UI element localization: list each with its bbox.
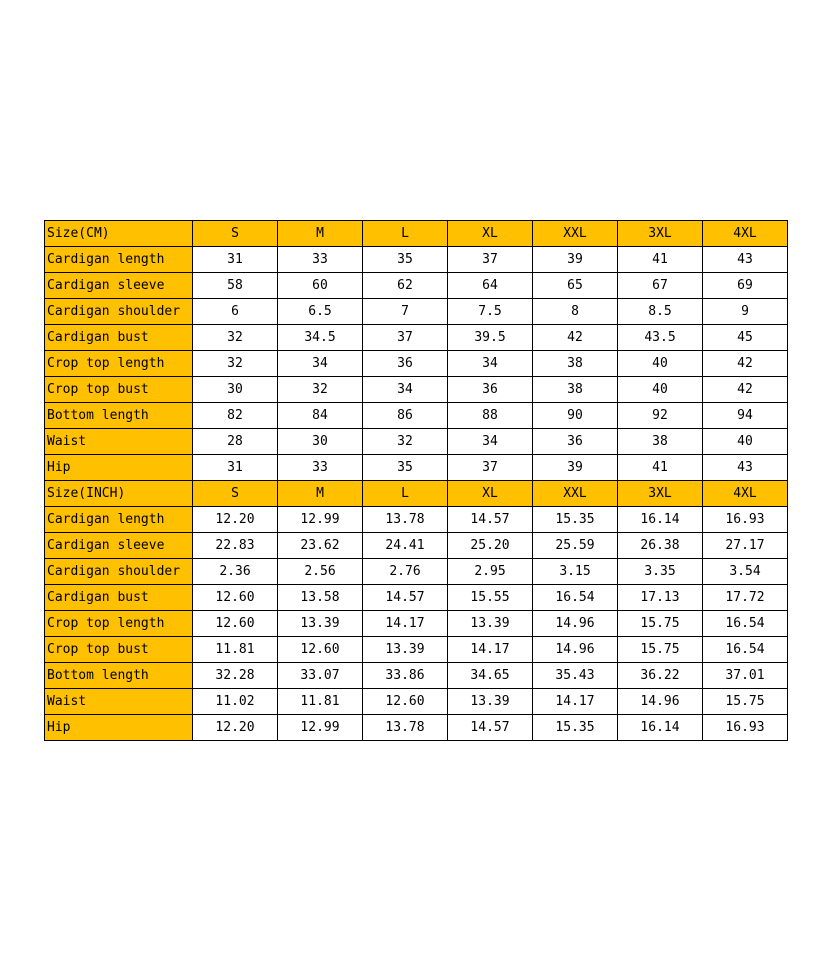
measurement-value-cell: 65 — [533, 273, 618, 299]
size-header-cell: XXL — [533, 481, 618, 507]
table-row — [45, 273, 788, 299]
measurement-label-cell: Crop top bust — [45, 637, 193, 663]
table-row — [45, 611, 788, 637]
measurement-value-cell: 34 — [448, 429, 533, 455]
table-row — [45, 377, 788, 403]
measurement-value-cell: 34 — [448, 351, 533, 377]
measurement-value-cell: 6.5 — [278, 299, 363, 325]
measurement-value-cell: 36 — [363, 351, 448, 377]
measurement-value-cell: 30 — [278, 429, 363, 455]
size-header-cell: 4XL — [703, 481, 788, 507]
header-row-inch — [45, 481, 788, 507]
measurement-label-cell: Hip — [45, 715, 193, 741]
measurement-value-cell: 39.5 — [448, 325, 533, 351]
measurement-value-cell: 33.86 — [363, 663, 448, 689]
measurement-value-cell: 13.58 — [278, 585, 363, 611]
measurement-value-cell: 37 — [448, 247, 533, 273]
measurement-value-cell: 16.54 — [703, 637, 788, 663]
table-row — [45, 247, 788, 273]
measurement-label-cell: Bottom length — [45, 663, 193, 689]
measurement-value-cell: 12.60 — [278, 637, 363, 663]
measurement-value-cell: 31 — [193, 455, 278, 481]
measurement-value-cell: 38 — [533, 351, 618, 377]
measurement-value-cell: 35 — [363, 247, 448, 273]
measurement-value-cell: 15.55 — [448, 585, 533, 611]
measurement-value-cell: 14.17 — [448, 637, 533, 663]
measurement-value-cell: 15.75 — [703, 689, 788, 715]
measurement-value-cell: 40 — [703, 429, 788, 455]
measurement-value-cell: 31 — [193, 247, 278, 273]
size-header-cell: XL — [448, 481, 533, 507]
measurement-value-cell: 25.59 — [533, 533, 618, 559]
measurement-value-cell: 33.07 — [278, 663, 363, 689]
measurement-value-cell: 41 — [618, 247, 703, 273]
measurement-label-cell: Cardigan sleeve — [45, 533, 193, 559]
measurement-value-cell: 45 — [703, 325, 788, 351]
measurement-value-cell: 94 — [703, 403, 788, 429]
measurement-value-cell: 37 — [363, 325, 448, 351]
measurement-value-cell: 84 — [278, 403, 363, 429]
measurement-value-cell: 62 — [363, 273, 448, 299]
measurement-value-cell: 12.60 — [363, 689, 448, 715]
measurement-label-cell: Cardigan shoulder — [45, 559, 193, 585]
measurement-value-cell: 34 — [363, 377, 448, 403]
measurement-value-cell: 14.96 — [533, 611, 618, 637]
measurement-value-cell: 37.01 — [703, 663, 788, 689]
measurement-value-cell: 36.22 — [618, 663, 703, 689]
size-header-cell: S — [193, 481, 278, 507]
measurement-value-cell: 92 — [618, 403, 703, 429]
table-row — [45, 637, 788, 663]
measurement-value-cell: 9 — [703, 299, 788, 325]
measurement-value-cell: 27.17 — [703, 533, 788, 559]
measurement-value-cell: 32 — [363, 429, 448, 455]
measurement-value-cell: 34 — [278, 351, 363, 377]
measurement-value-cell: 12.60 — [193, 585, 278, 611]
measurement-value-cell: 15.75 — [618, 611, 703, 637]
measurement-value-cell: 82 — [193, 403, 278, 429]
measurement-value-cell: 13.78 — [363, 715, 448, 741]
measurement-value-cell: 13.39 — [448, 689, 533, 715]
measurement-value-cell: 34.65 — [448, 663, 533, 689]
measurement-value-cell: 58 — [193, 273, 278, 299]
measurement-value-cell: 17.13 — [618, 585, 703, 611]
measurement-label-cell: Crop top length — [45, 611, 193, 637]
measurement-label-cell: Waist — [45, 689, 193, 715]
measurement-value-cell: 40 — [618, 351, 703, 377]
measurement-value-cell: 13.78 — [363, 507, 448, 533]
measurement-value-cell: 12.99 — [278, 715, 363, 741]
measurement-value-cell: 90 — [533, 403, 618, 429]
measurement-value-cell: 34.5 — [278, 325, 363, 351]
measurement-value-cell: 39 — [533, 455, 618, 481]
size-header-cell: L — [363, 481, 448, 507]
measurement-value-cell: 15.35 — [533, 507, 618, 533]
table-row — [45, 299, 788, 325]
measurement-value-cell: 16.93 — [703, 507, 788, 533]
measurement-label-cell: Hip — [45, 455, 193, 481]
measurement-label-cell: Cardigan sleeve — [45, 273, 193, 299]
table-row — [45, 507, 788, 533]
measurement-value-cell: 14.57 — [448, 715, 533, 741]
measurement-value-cell: 43 — [703, 455, 788, 481]
measurement-value-cell: 7 — [363, 299, 448, 325]
measurement-label-cell: Bottom length — [45, 403, 193, 429]
unit-header-cell: Size(CM) — [45, 221, 193, 247]
measurement-value-cell: 2.95 — [448, 559, 533, 585]
measurement-label-cell: Cardigan length — [45, 507, 193, 533]
measurement-value-cell: 69 — [703, 273, 788, 299]
measurement-value-cell: 41 — [618, 455, 703, 481]
measurement-value-cell: 16.93 — [703, 715, 788, 741]
measurement-value-cell: 42 — [703, 377, 788, 403]
measurement-label-cell: Crop top bust — [45, 377, 193, 403]
measurement-value-cell: 23.62 — [278, 533, 363, 559]
table-row — [45, 663, 788, 689]
table-row — [45, 403, 788, 429]
table-row — [45, 689, 788, 715]
measurement-value-cell: 7.5 — [448, 299, 533, 325]
measurement-value-cell: 67 — [618, 273, 703, 299]
measurement-value-cell: 64 — [448, 273, 533, 299]
unit-header-cell: Size(INCH) — [45, 481, 193, 507]
table-row — [45, 585, 788, 611]
measurement-label-cell: Cardigan length — [45, 247, 193, 273]
measurement-value-cell: 39 — [533, 247, 618, 273]
measurement-value-cell: 38 — [618, 429, 703, 455]
measurement-value-cell: 14.17 — [363, 611, 448, 637]
size-header-cell: M — [278, 481, 363, 507]
table-row — [45, 559, 788, 585]
measurement-value-cell: 14.57 — [448, 507, 533, 533]
measurement-value-cell: 12.20 — [193, 507, 278, 533]
measurement-value-cell: 13.39 — [278, 611, 363, 637]
measurement-value-cell: 38 — [533, 377, 618, 403]
measurement-value-cell: 11.02 — [193, 689, 278, 715]
measurement-value-cell: 16.14 — [618, 715, 703, 741]
measurement-value-cell: 33 — [278, 247, 363, 273]
size-header-cell: 4XL — [703, 221, 788, 247]
measurement-value-cell: 25.20 — [448, 533, 533, 559]
table-row — [45, 429, 788, 455]
measurement-value-cell: 12.99 — [278, 507, 363, 533]
measurement-value-cell: 37 — [448, 455, 533, 481]
measurement-value-cell: 16.14 — [618, 507, 703, 533]
table-row — [45, 715, 788, 741]
measurement-value-cell: 8 — [533, 299, 618, 325]
measurement-value-cell: 14.17 — [533, 689, 618, 715]
measurement-value-cell: 16.54 — [533, 585, 618, 611]
table-row — [45, 325, 788, 351]
measurement-value-cell: 13.39 — [363, 637, 448, 663]
measurement-value-cell: 40 — [618, 377, 703, 403]
measurement-value-cell: 14.96 — [618, 689, 703, 715]
size-chart-table — [44, 220, 788, 741]
measurement-value-cell: 86 — [363, 403, 448, 429]
measurement-value-cell: 2.76 — [363, 559, 448, 585]
measurement-value-cell: 32.28 — [193, 663, 278, 689]
measurement-value-cell: 36 — [533, 429, 618, 455]
measurement-value-cell: 3.35 — [618, 559, 703, 585]
measurement-value-cell: 43 — [703, 247, 788, 273]
measurement-value-cell: 32 — [278, 377, 363, 403]
measurement-label-cell: Cardigan bust — [45, 585, 193, 611]
measurement-value-cell: 11.81 — [193, 637, 278, 663]
measurement-value-cell: 22.83 — [193, 533, 278, 559]
measurement-label-cell: Crop top length — [45, 351, 193, 377]
measurement-value-cell: 15.35 — [533, 715, 618, 741]
measurement-value-cell: 32 — [193, 351, 278, 377]
measurement-value-cell: 2.36 — [193, 559, 278, 585]
measurement-value-cell: 3.15 — [533, 559, 618, 585]
size-header-cell: 3XL — [618, 221, 703, 247]
measurement-value-cell: 13.39 — [448, 611, 533, 637]
measurement-value-cell: 16.54 — [703, 611, 788, 637]
measurement-value-cell: 36 — [448, 377, 533, 403]
measurement-value-cell: 35.43 — [533, 663, 618, 689]
measurement-value-cell: 30 — [193, 377, 278, 403]
measurement-value-cell: 33 — [278, 455, 363, 481]
measurement-value-cell: 11.81 — [278, 689, 363, 715]
size-header-cell: S — [193, 221, 278, 247]
measurement-value-cell: 14.57 — [363, 585, 448, 611]
measurement-label-cell: Cardigan shoulder — [45, 299, 193, 325]
measurement-value-cell: 6 — [193, 299, 278, 325]
table-row — [45, 351, 788, 377]
measurement-value-cell: 43.5 — [618, 325, 703, 351]
header-row-cm — [45, 221, 788, 247]
size-chart-body — [45, 221, 788, 741]
size-header-cell: 3XL — [618, 481, 703, 507]
measurement-value-cell: 28 — [193, 429, 278, 455]
measurement-value-cell: 26.38 — [618, 533, 703, 559]
table-row — [45, 533, 788, 559]
measurement-value-cell: 14.96 — [533, 637, 618, 663]
measurement-value-cell: 32 — [193, 325, 278, 351]
measurement-value-cell: 3.54 — [703, 559, 788, 585]
measurement-label-cell: Waist — [45, 429, 193, 455]
measurement-value-cell: 12.20 — [193, 715, 278, 741]
table-row — [45, 455, 788, 481]
size-header-cell: L — [363, 221, 448, 247]
measurement-value-cell: 12.60 — [193, 611, 278, 637]
size-header-cell: XXL — [533, 221, 618, 247]
size-header-cell: M — [278, 221, 363, 247]
measurement-value-cell: 15.75 — [618, 637, 703, 663]
measurement-label-cell: Cardigan bust — [45, 325, 193, 351]
measurement-value-cell: 42 — [703, 351, 788, 377]
measurement-value-cell: 24.41 — [363, 533, 448, 559]
size-header-cell: XL — [448, 221, 533, 247]
measurement-value-cell: 42 — [533, 325, 618, 351]
measurement-value-cell: 17.72 — [703, 585, 788, 611]
measurement-value-cell: 2.56 — [278, 559, 363, 585]
measurement-value-cell: 60 — [278, 273, 363, 299]
measurement-value-cell: 88 — [448, 403, 533, 429]
measurement-value-cell: 8.5 — [618, 299, 703, 325]
measurement-value-cell: 35 — [363, 455, 448, 481]
